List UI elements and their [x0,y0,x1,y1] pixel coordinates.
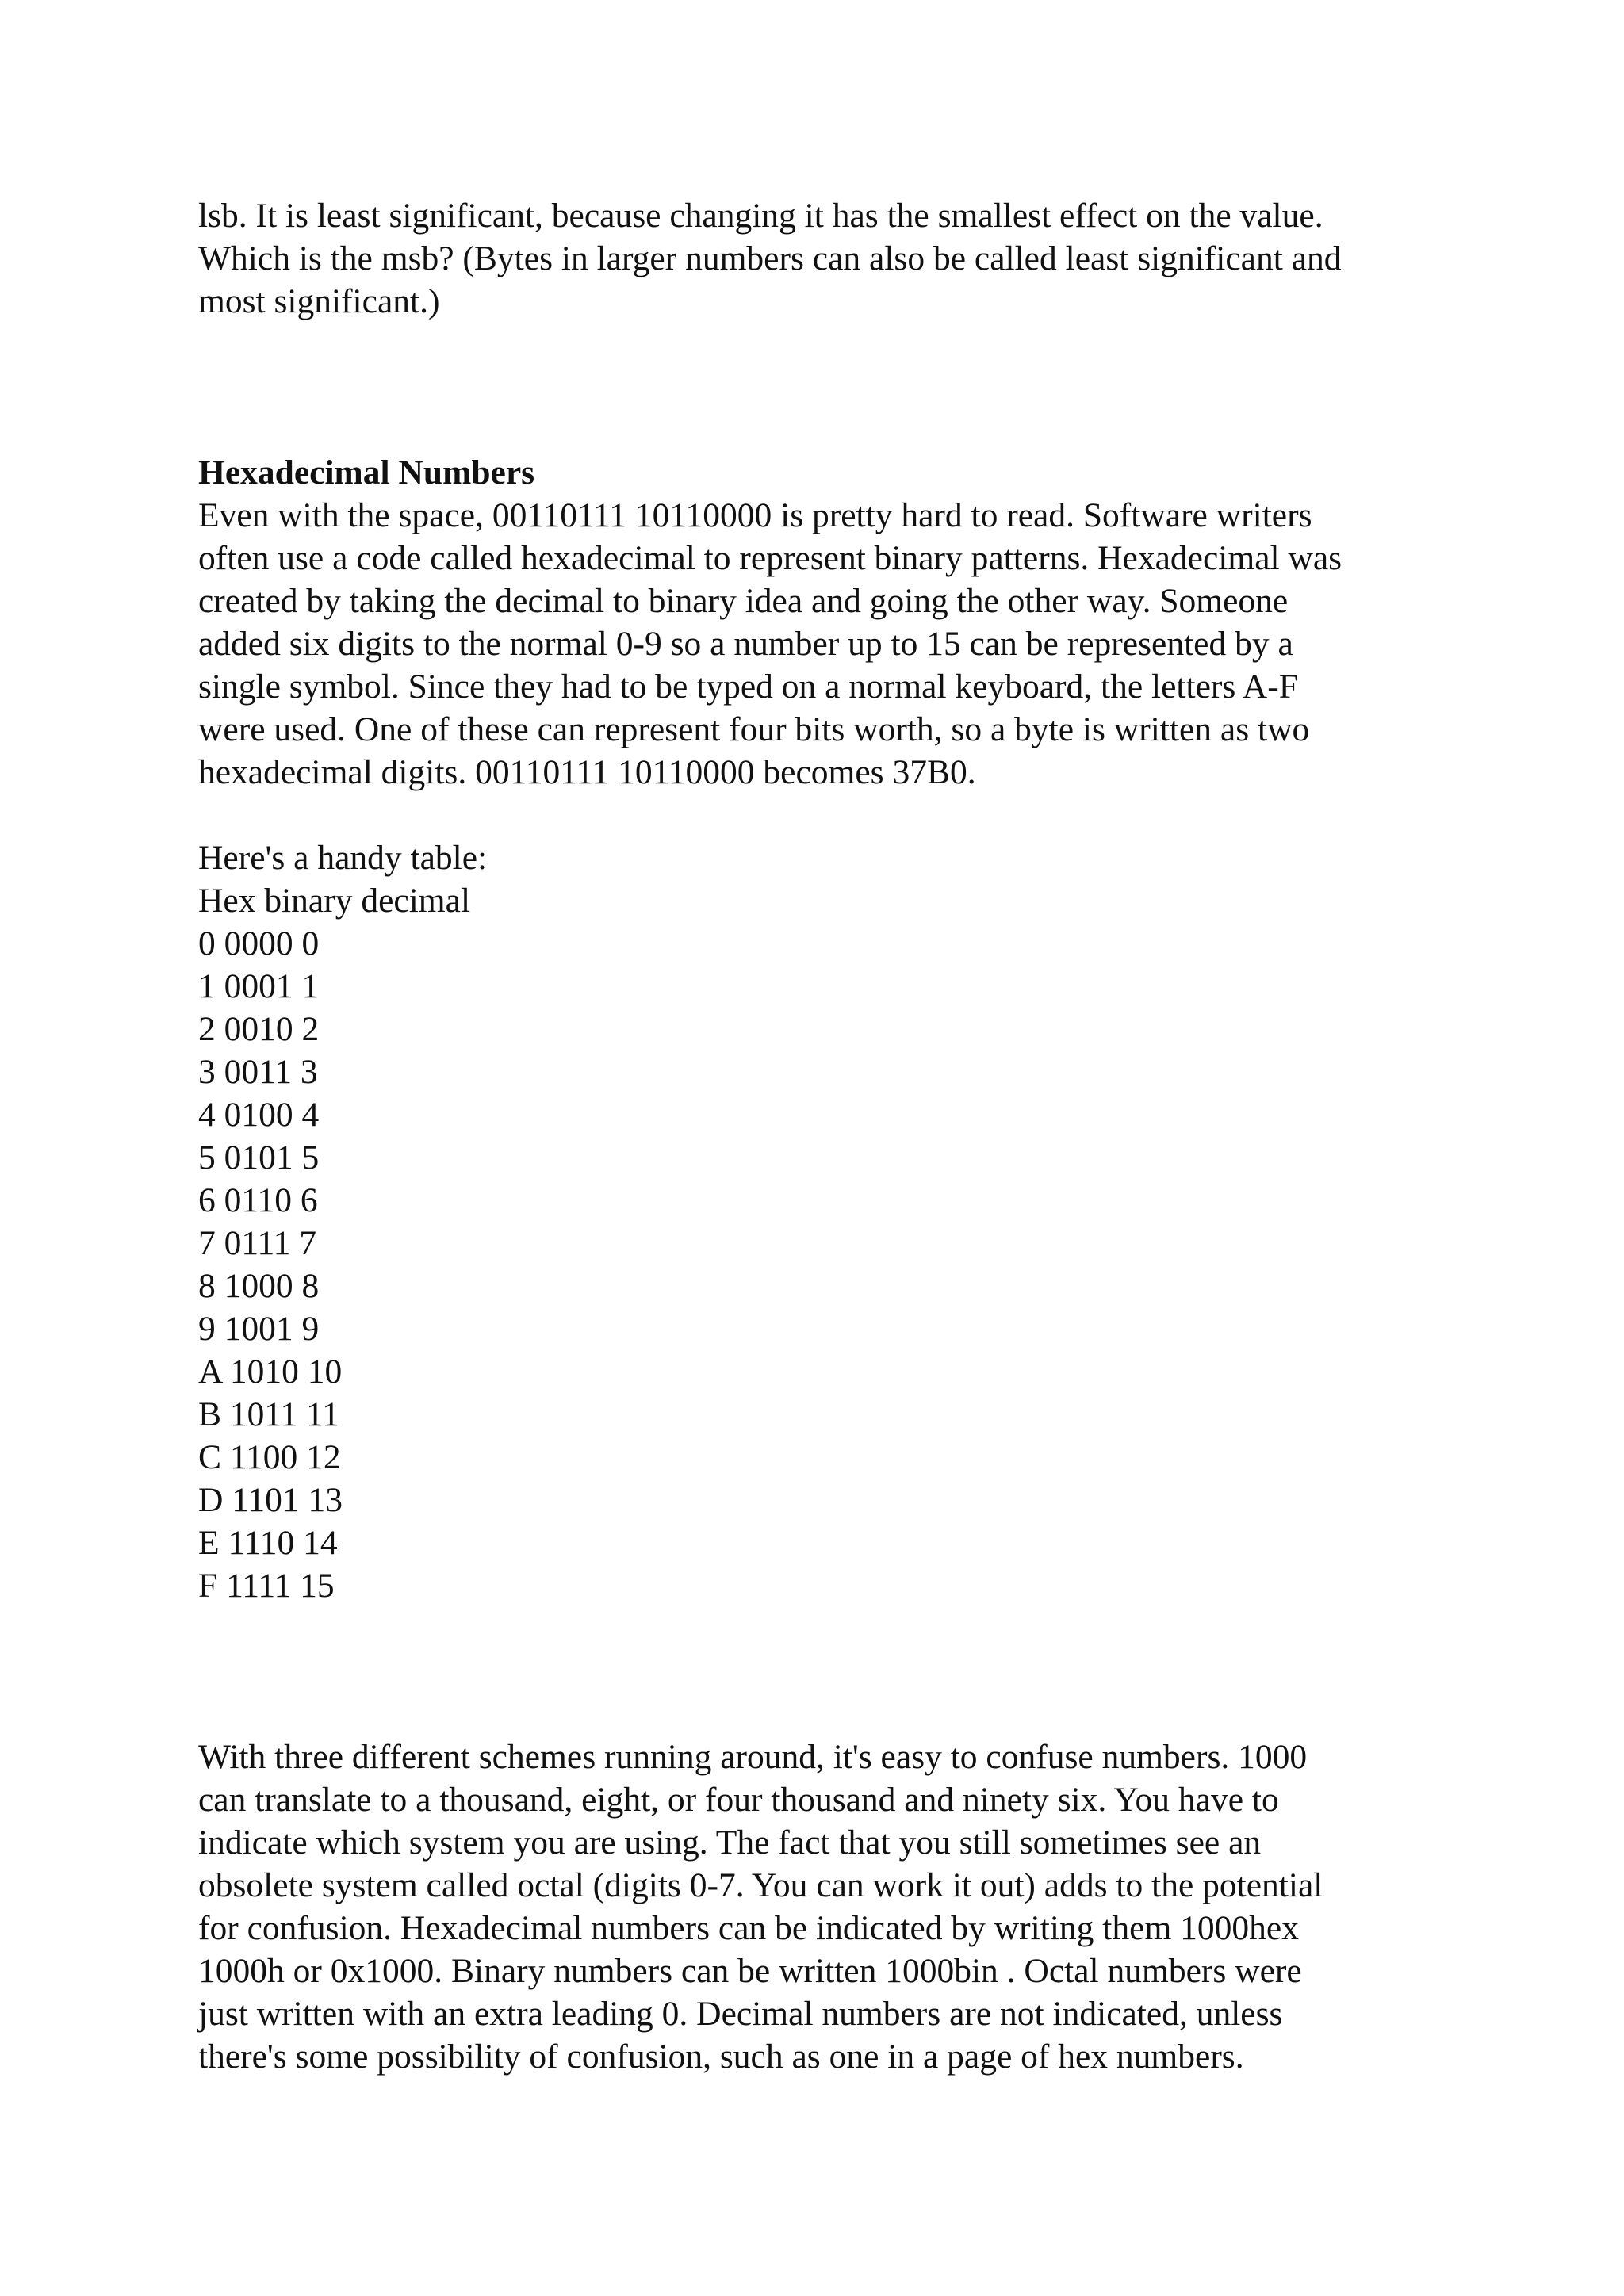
intro-line: most significant.) [198,282,440,320]
table-row: B 1011 11 [198,1395,340,1433]
table-intro: Here's a handy table: [198,839,488,877]
table-row: 0 0000 0 [198,924,320,962]
section-line: often use a code called hexadecimal to represent binary patterns. Hexadecimal was [198,539,1342,577]
table-row: E 1110 14 [198,1524,338,1562]
table-row: F 1111 15 [198,1567,335,1605]
spacer [198,794,1435,836]
closing-line: obsolete system called octal (digits 0-7. You can work it out) adds to the potential [198,1866,1323,1904]
section-line: single symbol. Since they had to be typed on a normal keyboard, the letters A-F [198,668,1298,706]
section-line: Even with the space, 00110111 10110000 is pretty hard to read. Software writers [198,496,1312,534]
closing-line: for confusion. Hexadecimal numbers can be indicated by writing them 1000hex [198,1909,1299,1947]
closing-line: 1000h or 0x1000. Binary numbers can be written 1000bin . Octal numbers were [198,1952,1302,1990]
table-header: Hex binary decimal [198,882,471,920]
hex-table [198,836,1435,1607]
table-row: 3 0011 3 [198,1053,318,1091]
section-line: created by taking the decimal to binary idea and going the other way. Someone [198,582,1289,620]
table-row: 7 0111 7 [198,1224,317,1262]
section-heading: Hexadecimal Numbers [198,453,535,492]
section-line: added six digits to the normal 0-9 so a number up to 15 can be represented by a [198,625,1293,663]
spacer [198,1650,1435,1735]
table-row: 4 0100 4 [198,1096,320,1134]
table-row: 2 0010 2 [198,1010,320,1048]
table-row: C 1100 12 [198,1438,341,1476]
table-row: 5 0101 5 [198,1138,320,1177]
hexadecimal-section [198,451,1435,794]
section-line: were used. One of these can represent four bits worth, so a byte is written as two [198,710,1310,748]
document-page [198,194,1435,2078]
closing-line: can translate to a thousand, eight, or four thousand and ninety six. You have to [198,1781,1279,1819]
table-row: 9 1001 9 [198,1310,320,1348]
table-row: 8 1000 8 [198,1267,320,1305]
table-row: D 1101 13 [198,1481,343,1519]
intro-line: lsb. It is least significant, because changing it has the smallest effect on the value. [198,197,1323,235]
intro-line: Which is the msb? (Bytes in larger numbers can also be called least significant and [198,239,1342,277]
spacer [198,323,1435,451]
table-row: 6 0110 6 [198,1181,318,1219]
closing-line: indicate which system you are using. The fact that you still sometimes see an [198,1823,1262,1862]
closing-line: there's some possibility of confusion, such as one in a page of hex numbers. [198,2038,1244,2076]
intro-paragraph [198,194,1435,323]
section-line: hexadecimal digits. 00110111 10110000 becomes 37B0. [198,753,976,791]
closing-paragraph [198,1735,1435,2078]
closing-line: just written with an extra leading 0. Decimal numbers are not indicated, unless [198,1995,1283,2033]
table-row: 1 0001 1 [198,967,320,1005]
table-row: A 1010 10 [198,1353,343,1391]
closing-line: With three different schemes running around, it's easy to confuse numbers. 1000 [198,1738,1308,1776]
